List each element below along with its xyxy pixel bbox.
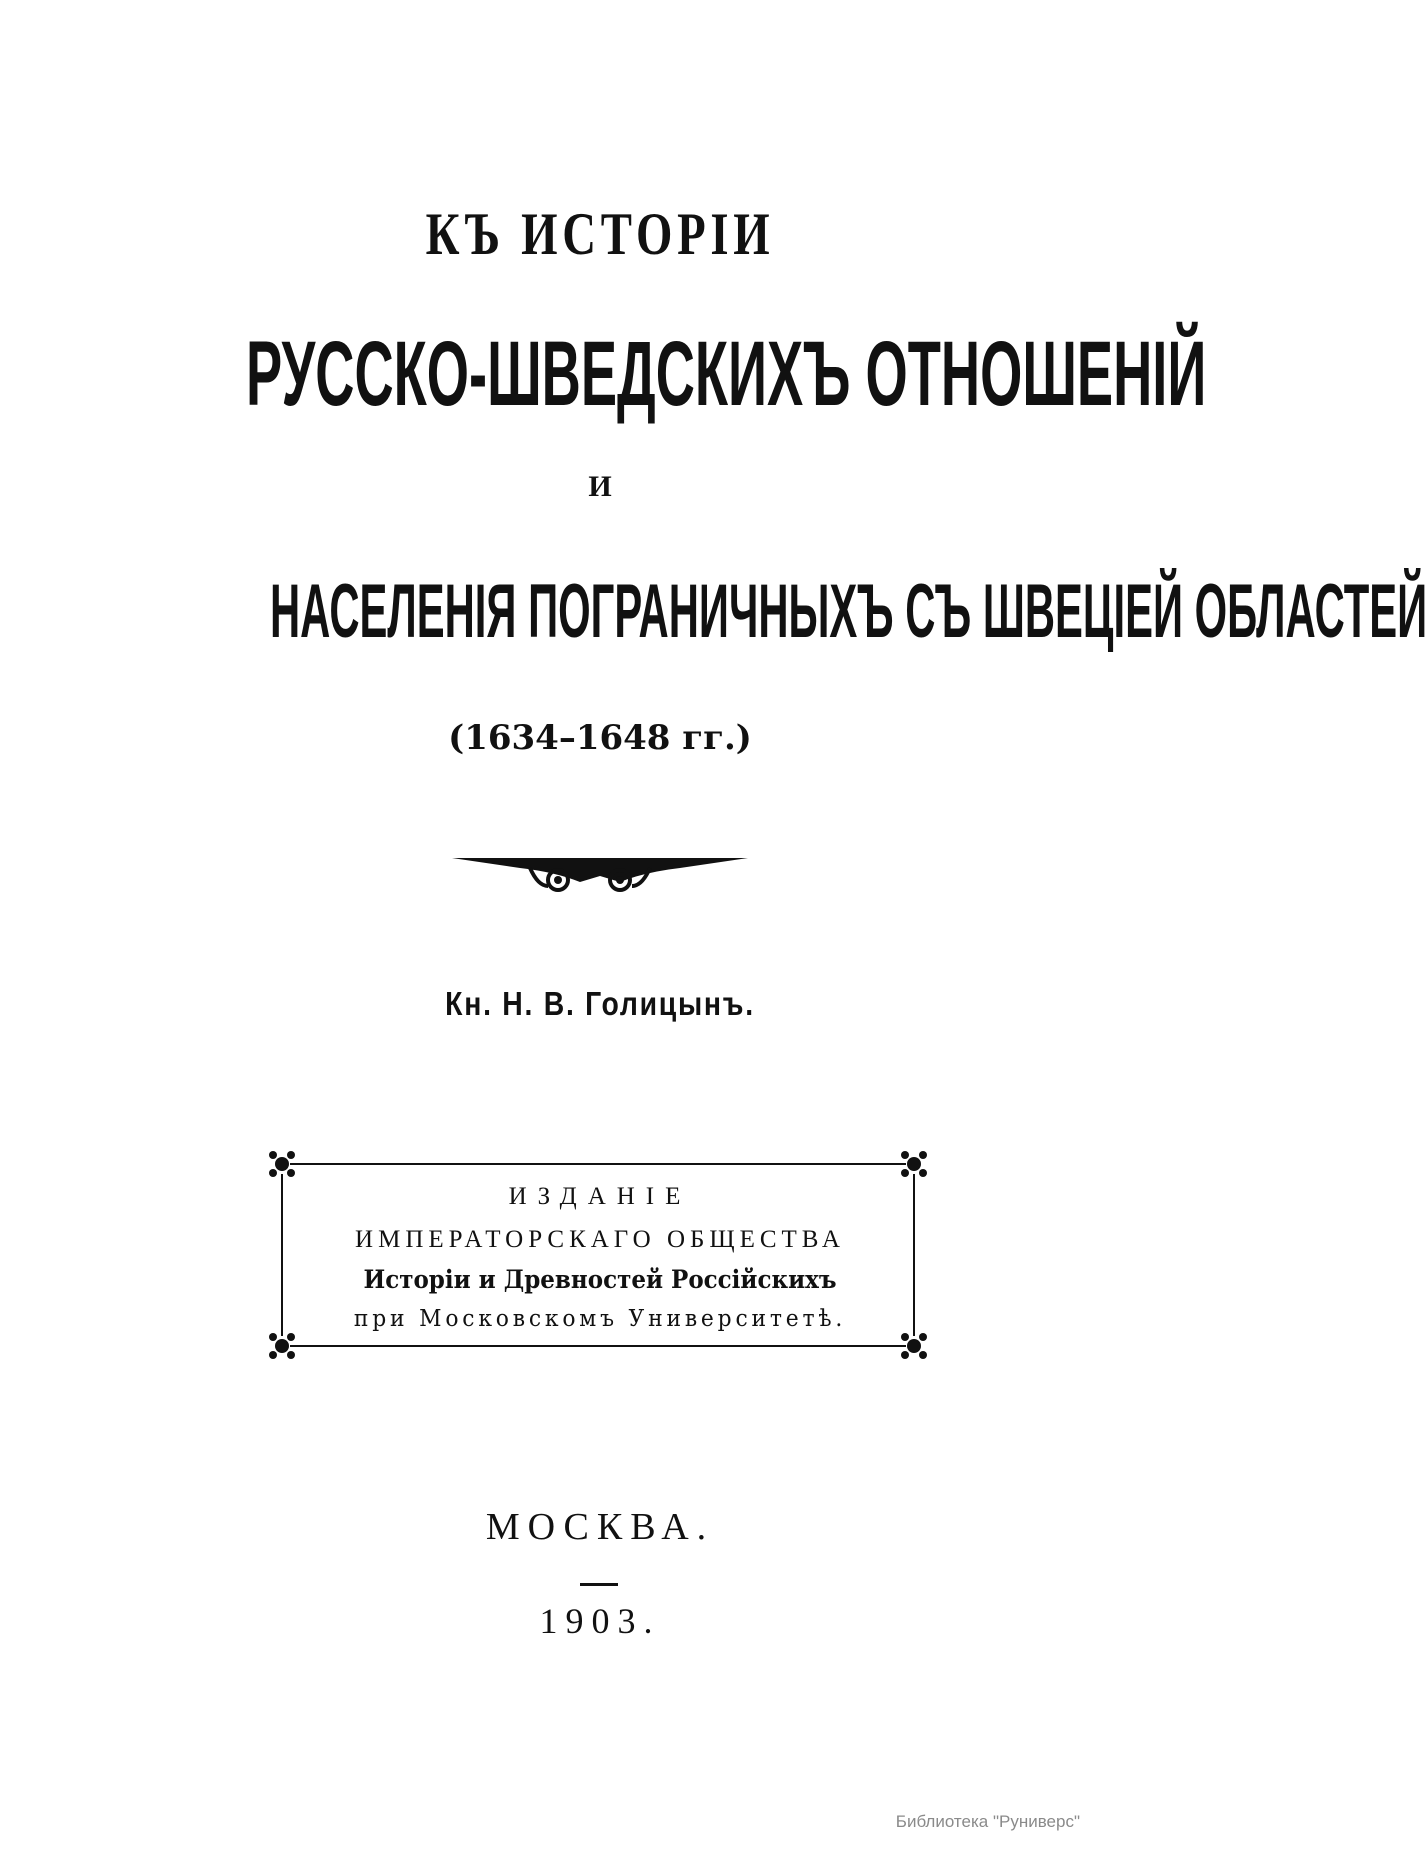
publisher-line-2: ИМПЕРАТОРСКАГО ОБЩЕСТВА (355, 1226, 845, 1253)
title-line-1: КЪ ИСТОРІИ (425, 201, 775, 267)
title-line-3: НАСЕЛЕНІЯ ПОГРАНИЧНЫХЪ СЪ ШВЕЦІЕЙ ОБЛАСТЕЙ (270, 569, 1427, 654)
title-dates: (1634–1648 гг.) (448, 718, 752, 758)
publisher-line-1: ИЗДАНІЕ (508, 1183, 692, 1210)
scroll-ornament-icon (450, 850, 750, 900)
imprint-divider (580, 1583, 618, 1586)
imprint-year: 1903. (539, 1601, 661, 1641)
publisher-line-3: Исторіи и Древностей Россійскихъ (363, 1265, 837, 1294)
author-name: Кн. Н. В. Голицынъ. (445, 985, 755, 1022)
library-watermark: Библиотека "Руниверс" (895, 1812, 1080, 1831)
title-line-2: РУССКО-ШВЕДСКИХЪ ОТНОШЕНІЙ (246, 323, 1207, 425)
imprint-city: МОСКВА. (485, 1506, 715, 1548)
title-conjunction: И (588, 470, 612, 503)
publisher-line-4: при Московскомъ Университетѣ. (353, 1306, 847, 1332)
